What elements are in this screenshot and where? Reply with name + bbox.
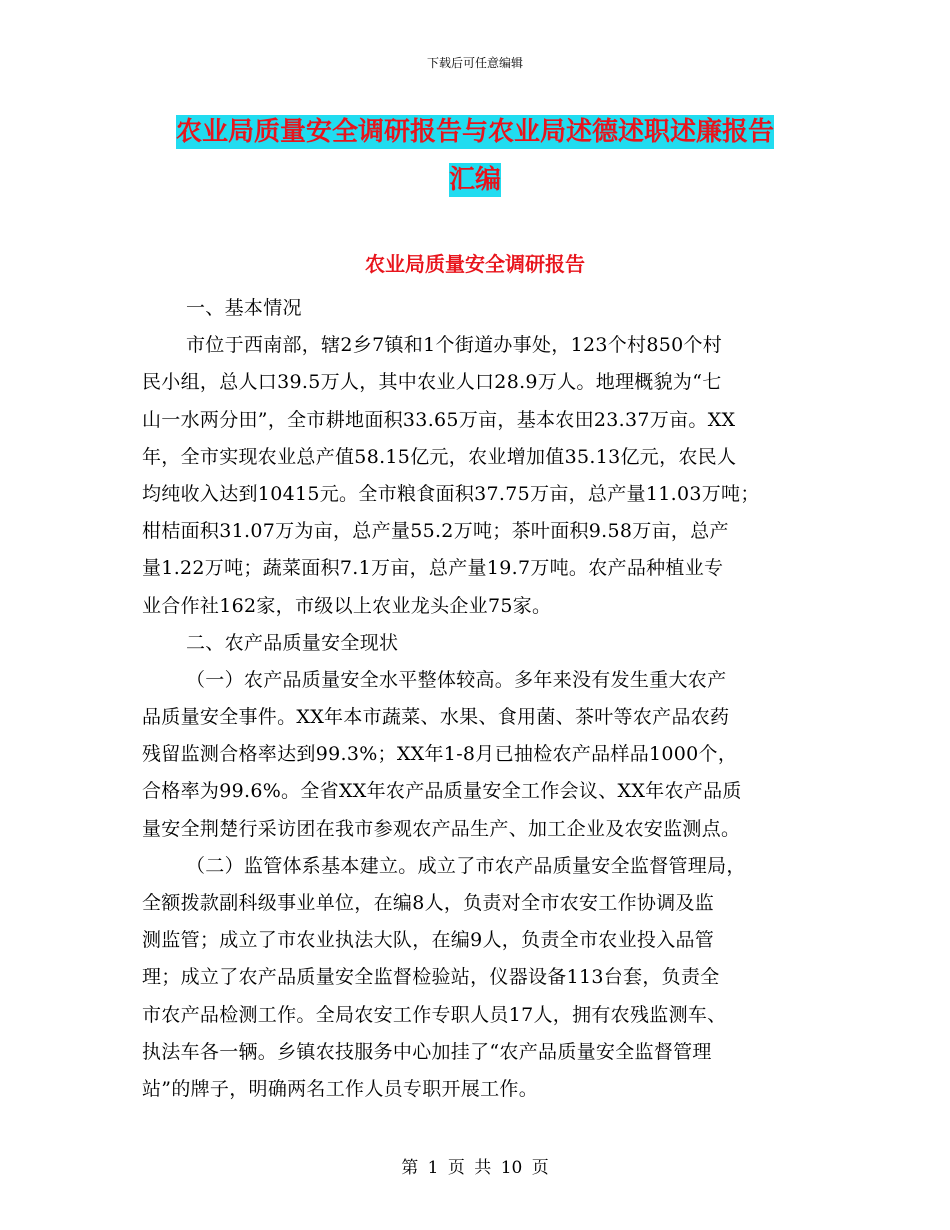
paragraph-line: 年，全市实现农业总产值58.15亿元，农业增加值35.13亿元，农民人 [142, 445, 737, 468]
paragraph-line: 市农产品检测工作。全局农安工作专职人员17人，拥有农残监测车、 [142, 1003, 727, 1026]
document-title-line-1: 农业局质量安全调研报告与农业局述德述职述廉报告 [175, 117, 774, 147]
paragraph-line: 市位于西南部，辖2乡7镇和1个街道办事处，123个村850个村 [186, 334, 723, 357]
paragraph-line: （二）监管体系基本建立。成立了市农产品质量安全监督管理局， [186, 854, 746, 877]
section-title: 农业局质量安全调研报告 [365, 252, 585, 276]
paragraph-line: 量安全荆楚行采访团在我市参观农产品生产、加工企业及农安监测点。 [142, 817, 741, 840]
paragraph-line: 残留监测合格率达到99.3%；XX年1-8月已抽检农产品样品1000个， [142, 743, 738, 766]
heading-quality-status: 二、农产品质量安全现状 [186, 631, 399, 654]
document-title [0, 108, 950, 204]
paragraph-line: 柑桔面积31.07万为亩，总产量55.2万吨；茶叶面积9.58万亩，总产 [142, 520, 729, 543]
page-header-note: 下载后可任意编辑 [426, 56, 523, 70]
paragraph-line: 合格率为99.6%。全省XX年农产品质量安全工作会议、XX年农产品质 [142, 780, 742, 803]
document-title-line-2: 汇编 [448, 165, 501, 195]
paragraph-line: 全额拨款副科级事业单位，在编8人，负责对全市农安工作协调及监 [142, 892, 715, 914]
paragraph-line: 业合作社162家，市级以上农业龙头企业75家。 [142, 594, 552, 617]
paragraph-line: 量1.22万吨；蔬菜面积7.1万亩，总产量19.7万吨。农产品种植业专 [142, 557, 724, 580]
body-text [142, 290, 812, 1108]
page-number: 第 1 页 共 10 页 [401, 1158, 549, 1178]
paragraph-line: 理；成立了农产品质量安全监督检验站，仪器设备113台套，负责全 [142, 966, 720, 989]
paragraph-line: 执法车各一辆。乡镇农技服务中心加挂了“农产品质量安全监督管理 [142, 1040, 712, 1063]
paragraph-line: 山一水两分田”，全市耕地面积33.65万亩，基本农田23.37万亩。XX [142, 408, 736, 431]
paragraph-line: 民小组，总人口39.5万人，其中农业人口28.9万人。地理概貌为“七 [142, 371, 722, 394]
paragraph-line: 均纯收入达到10415元。全市粮食面积37.75万亩，总产量11.03万吨； [142, 482, 760, 505]
paragraph-line: 品质量安全事件。XX年本市蔬菜、水果、食用菌、茶叶等农产品农药 [142, 706, 730, 729]
heading-basic-situation: 一、基本情况 [186, 297, 302, 319]
paragraph-line: 站”的牌子，明确两名工作人员专职开展工作。 [142, 1077, 539, 1100]
paragraph-line: 测监管；成立了市农业执法大队，在编9人，负责全市农业投入品管 [142, 929, 715, 952]
paragraph-line: （一）农产品质量安全水平整体较高。多年来没有发生重大农产 [186, 668, 727, 691]
